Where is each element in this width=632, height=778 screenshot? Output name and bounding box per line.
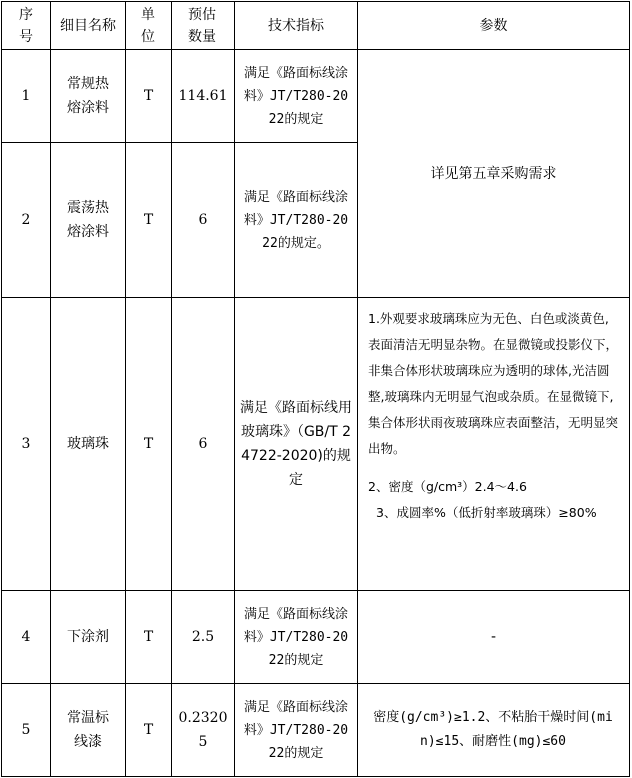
row3-item: 玻璃珠 <box>67 436 109 452</box>
row4-params: - <box>490 629 497 645</box>
grid-line <box>234 1 235 777</box>
header-unit: 单位 <box>141 6 155 45</box>
row1-seq: 1 <box>21 88 31 104</box>
header-spec: 技术指标 <box>268 17 324 34</box>
params-paragraph-1: 1.外观要求玻璃珠应为无色、白色或淡黄色,表面清洁无明显杂物。在显微镜或投影仪下，非集合体形状玻璃珠应为透明的球体,光洁圆整,玻璃珠内无明显气泡或杂质。在显微镜下,集合体形状雨夜玻璃珠应表面整洁，无明显突出物。 <box>368 311 619 456</box>
header-qty: 预估数量 <box>188 6 216 45</box>
row2-qty: 6 <box>198 212 208 228</box>
row1-unit: T <box>143 88 154 104</box>
row5-params: 密度(g/cm³)≥1.2、不粘胎干燥时间(min)≤15、耐磨性(mg)≤60 <box>373 710 613 749</box>
row5-seq: 5 <box>21 722 31 738</box>
row4-spec: 满足《路面标线涂料》JT/T280-2022的规定 <box>243 606 349 668</box>
grid-line <box>1 776 630 777</box>
row3-seq: 3 <box>21 436 31 452</box>
row2-spec: 满足《路面标线涂料》JT/T280-2022的规定。 <box>243 189 349 251</box>
spec-table <box>1 1 630 776</box>
grid-line <box>629 1 630 777</box>
row2-seq: 2 <box>21 212 31 228</box>
row1-qty: 114.61 <box>178 88 228 104</box>
row3-unit: T <box>143 436 154 452</box>
row5-unit: T <box>143 722 154 738</box>
row2-item: 震荡热熔涂料 <box>67 200 109 240</box>
params-paragraph-3: 3、成圆率%（低折射率玻璃珠）≥80% <box>376 505 597 520</box>
header-params: 参数 <box>479 17 508 34</box>
row4-seq: 4 <box>21 629 31 645</box>
row3-spec: 满足《路面标线用玻璃珠》（GB/T 24722-2020)的规定 <box>240 400 352 488</box>
params-paragraph-2: 2、密度（g/cm³）2.4～4.6 <box>368 479 527 494</box>
row4-item: 下涂剂 <box>67 629 109 645</box>
row1-spec: 满足《路面标线涂料》JT/T280-2022的规定 <box>243 65 349 127</box>
header-seq: 序号 <box>19 6 33 45</box>
row5-qty: 0.23205 <box>178 710 228 750</box>
row4-qty: 2.5 <box>191 629 215 645</box>
row2-unit: T <box>143 212 154 228</box>
row3-qty: 6 <box>198 436 208 452</box>
row1-item: 常规热熔涂料 <box>67 76 109 116</box>
row5-spec: 满足《路面标线涂料》JT/T280-2022的规定 <box>243 699 349 761</box>
row3-params <box>358 298 629 590</box>
header-item: 细目名称 <box>60 17 116 34</box>
params-rows-1-2: 详见第五章采购需求 <box>430 165 557 182</box>
row5-item: 常温标线漆 <box>67 710 109 750</box>
row4-unit: T <box>143 629 154 645</box>
